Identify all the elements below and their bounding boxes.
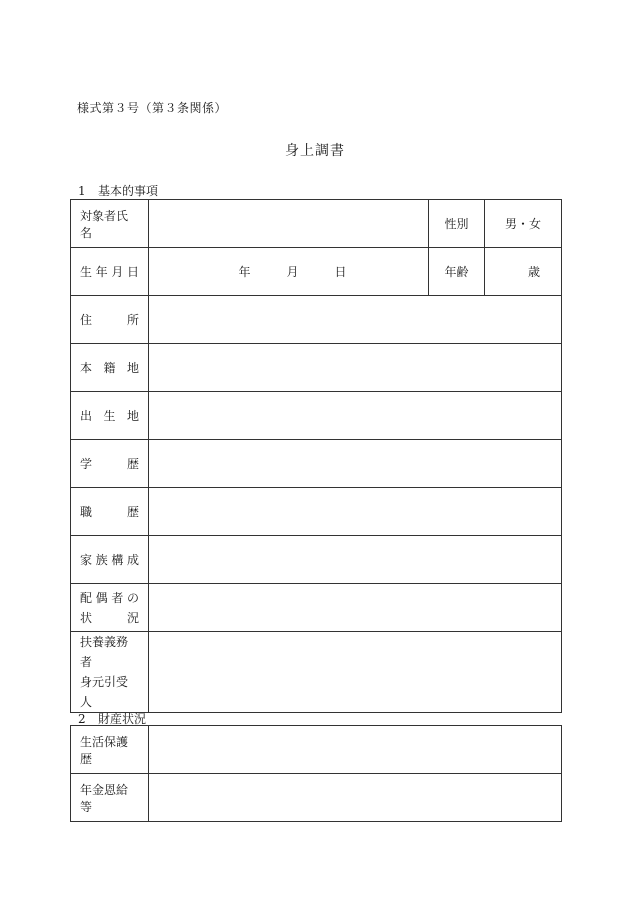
family-label: 家 族 構 成 xyxy=(71,536,149,584)
dob-month-unit: 月 xyxy=(286,265,299,279)
spouse-label: 配 偶 者 の 状 況 xyxy=(71,584,149,632)
table-row xyxy=(71,344,562,392)
section-1-number: 1 xyxy=(78,184,86,198)
guardian-field[interactable] xyxy=(149,632,562,713)
birthplace-field[interactable] xyxy=(149,392,562,440)
education-field[interactable] xyxy=(149,440,562,488)
guardian-label: 扶養義務者 身元引受人 xyxy=(71,632,149,713)
address-field[interactable] xyxy=(149,296,562,344)
table-row xyxy=(71,248,562,296)
dob-field[interactable] xyxy=(149,248,429,296)
gender-field[interactable]: 男・女 xyxy=(485,200,562,248)
table-row xyxy=(71,488,562,536)
table-row xyxy=(71,296,562,344)
table-row xyxy=(71,536,562,584)
age-label: 年齢 xyxy=(429,248,485,296)
address-label: 住 所 xyxy=(71,296,149,344)
age-field[interactable]: 歳 xyxy=(485,248,562,296)
table-row xyxy=(71,200,562,248)
dob-day-unit: 日 xyxy=(334,265,347,279)
dob-label: 生 年 月 日 xyxy=(71,248,149,296)
registered-domicile-field[interactable] xyxy=(149,344,562,392)
table-row xyxy=(71,774,562,822)
table-row xyxy=(71,632,562,713)
work-history-field[interactable] xyxy=(149,488,562,536)
section-2-number: 2 xyxy=(78,712,86,726)
table-row xyxy=(71,440,562,488)
name-label: 対象者氏名 xyxy=(71,200,149,248)
section-1-title: 基本的事項 xyxy=(98,184,159,198)
education-label: 学 歴 xyxy=(71,440,149,488)
table-row xyxy=(71,584,562,632)
document-title: 身上調書 xyxy=(285,143,345,159)
welfare-history-field[interactable] xyxy=(149,726,562,774)
work-history-label: 職 歴 xyxy=(71,488,149,536)
birthplace-label: 出 生 地 xyxy=(71,392,149,440)
spouse-field[interactable] xyxy=(149,584,562,632)
assets-table xyxy=(70,725,562,822)
pension-field[interactable] xyxy=(149,774,562,822)
welfare-history-label: 生活保護歴 xyxy=(71,726,149,774)
section-1-heading xyxy=(78,182,158,199)
pension-label: 年金恩給等 xyxy=(71,774,149,822)
table-row xyxy=(71,726,562,774)
gender-label: 性別 xyxy=(429,200,485,248)
name-field[interactable] xyxy=(149,200,429,248)
dob-year-unit: 年 xyxy=(238,265,251,279)
basic-info-table xyxy=(70,199,562,713)
form-number: 様式第３号（第３条関係） xyxy=(77,101,228,115)
family-field[interactable] xyxy=(149,536,562,584)
table-row xyxy=(71,392,562,440)
section-2-title: 財産状況 xyxy=(98,712,147,726)
registered-domicile-label: 本 籍 地 xyxy=(71,344,149,392)
